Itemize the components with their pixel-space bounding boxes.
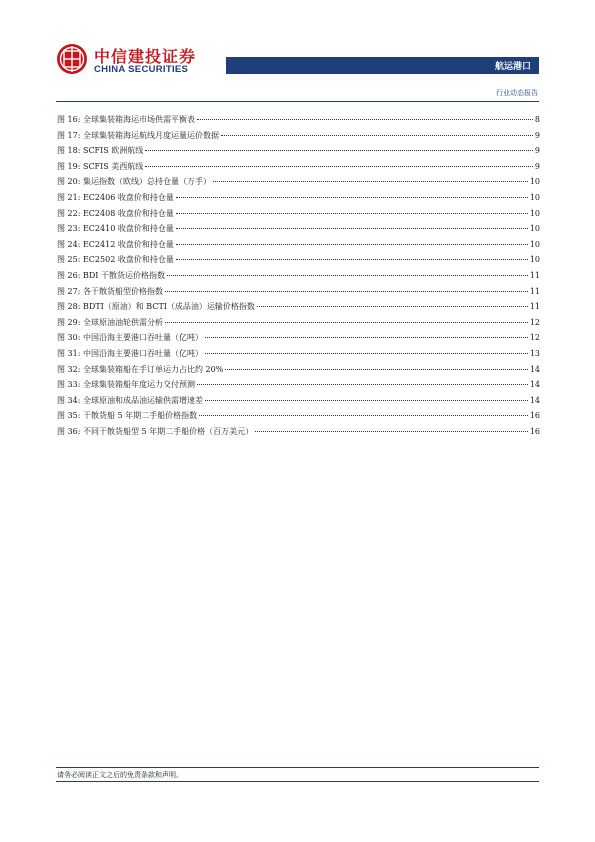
toc-entry-page: 16: [529, 426, 540, 436]
toc-dot-leader: [176, 204, 528, 214]
toc-entry-title: 图 28: BDTI（原油）和 BCTI（成品油）运输价格指数: [57, 302, 255, 312]
toc-dot-leader: [167, 266, 528, 276]
toc-dot-leader: [145, 157, 533, 167]
toc-dot-leader: [221, 126, 533, 136]
toc-entry-title: 图 31: 中国沿海主要港口吞吐量（亿吨）: [57, 348, 203, 358]
header-bar: [226, 57, 539, 74]
figure-table-of-contents: [57, 112, 540, 439]
toc-entry-page: 10: [529, 224, 540, 234]
toc-entry-title: 图 26: BDI 干散货运价格指数: [57, 270, 165, 280]
toc-entry-title: 图 19: SCFIS 美西航线: [57, 161, 144, 171]
toc-entry-page: 11: [529, 286, 540, 296]
toc-dot-leader: [213, 172, 528, 182]
toc-entry-page: 10: [529, 192, 540, 202]
toc-entry-page: 10: [529, 239, 540, 249]
toc-dot-leader: [176, 235, 528, 245]
toc-entry-page: 12: [529, 333, 540, 343]
toc-entry-page: 12: [529, 317, 540, 327]
toc-entry-page: 10: [529, 177, 540, 187]
toc-entry-title: 图 32: 全球集装箱船在手订单运力占比约 20%: [57, 364, 224, 374]
toc-entry-title: 图 34: 全球原油和成品油运输供需增速差: [57, 395, 203, 405]
toc-entry-title: 图 24: EC2412 收盘价和持仓量: [57, 239, 174, 249]
logo-chinese-name: 中信建投证券: [94, 47, 197, 66]
toc-dot-leader: [176, 219, 528, 229]
toc-dot-leader: [257, 297, 528, 307]
toc-dot-leader: [205, 328, 528, 338]
toc-dot-leader: [176, 250, 528, 260]
company-logo: [56, 43, 236, 77]
citic-logo-icon: [56, 43, 88, 75]
toc-dot-leader: [255, 422, 528, 432]
report-type-label: 行业动态报告: [496, 89, 538, 97]
toc-entry-page: 8: [534, 115, 540, 124]
toc-dot-leader: [165, 282, 528, 292]
toc-dot-leader: [176, 188, 528, 198]
toc-entry-page: 14: [529, 364, 540, 374]
toc-dot-leader: [205, 391, 528, 401]
toc-entry-page: 14: [529, 395, 540, 405]
toc-dot-leader: [205, 344, 528, 354]
toc-dot-leader: [165, 313, 528, 323]
toc-dot-leader: [145, 141, 533, 151]
toc-entry-title: 图 25: EC2502 收盘价和持仓量: [57, 255, 174, 265]
toc-entry-page: 11: [529, 302, 540, 312]
toc-dot-leader: [199, 406, 528, 416]
logo-english-name: CHINA SECURITIES: [94, 64, 189, 75]
toc-entry-title: 图 23: EC2410 收盘价和持仓量: [57, 224, 174, 234]
toc-entry-page: 16: [529, 411, 540, 421]
toc-entry-page: 10: [529, 208, 540, 218]
industry-section-label: 航运港口: [494, 62, 531, 72]
toc-entry-page: 9: [534, 161, 540, 171]
toc-entry-page: 14: [529, 380, 540, 390]
toc-entry-page: 9: [534, 146, 540, 156]
toc-entry-title: 图 29: 全球原油油轮供需分析: [57, 317, 163, 327]
toc-entry-title: 图 20: 集运指数（欧线）总持仓量（万手）: [57, 177, 211, 187]
toc-entry[interactable]: [57, 424, 540, 440]
toc-entry-page: 10: [529, 255, 540, 265]
header-divider: [56, 101, 539, 102]
toc-entry-page: 11: [529, 270, 540, 280]
toc-entry-title: 图 33: 全球集装箱船年度运力交付预测: [57, 380, 195, 390]
toc-entry-title: 图 21: EC2406 收盘价和持仓量: [57, 192, 174, 202]
footer-divider-bottom: [56, 781, 539, 782]
toc-entry-title: 图 18: SCFIS 欧洲航线: [57, 146, 144, 156]
toc-dot-leader: [225, 360, 528, 370]
toc-entry-title: 图 22: EC2408 收盘价和持仓量: [57, 208, 174, 218]
toc-entry-title: 图 16: 全球集装箱海运市场供需平衡表: [57, 115, 195, 124]
toc-entry-title: 图 36: 不同干散货船型 5 年期二手船价格（百万美元）: [57, 426, 254, 436]
toc-entry-title: 图 35: 干散货船 5 年期二手船价格指数: [57, 411, 198, 421]
toc-dot-leader: [197, 375, 528, 385]
footer-disclaimer: 请务必阅读正文之后的免责条款和声明。: [57, 771, 183, 779]
footer-divider: [56, 767, 539, 768]
toc-dot-leader: [197, 110, 533, 120]
toc-entry-title: 图 30: 中国沿海主要港口吞吐量（亿吨）: [57, 333, 203, 343]
toc-entry-page: 13: [529, 348, 540, 358]
toc-entry-page: 9: [534, 130, 540, 140]
toc-entry-title: 图 17: 全球集装箱海运航线月度运量运价数据: [57, 130, 219, 140]
toc-entry-title: 图 27: 各干散货船型价格指数: [57, 286, 163, 296]
